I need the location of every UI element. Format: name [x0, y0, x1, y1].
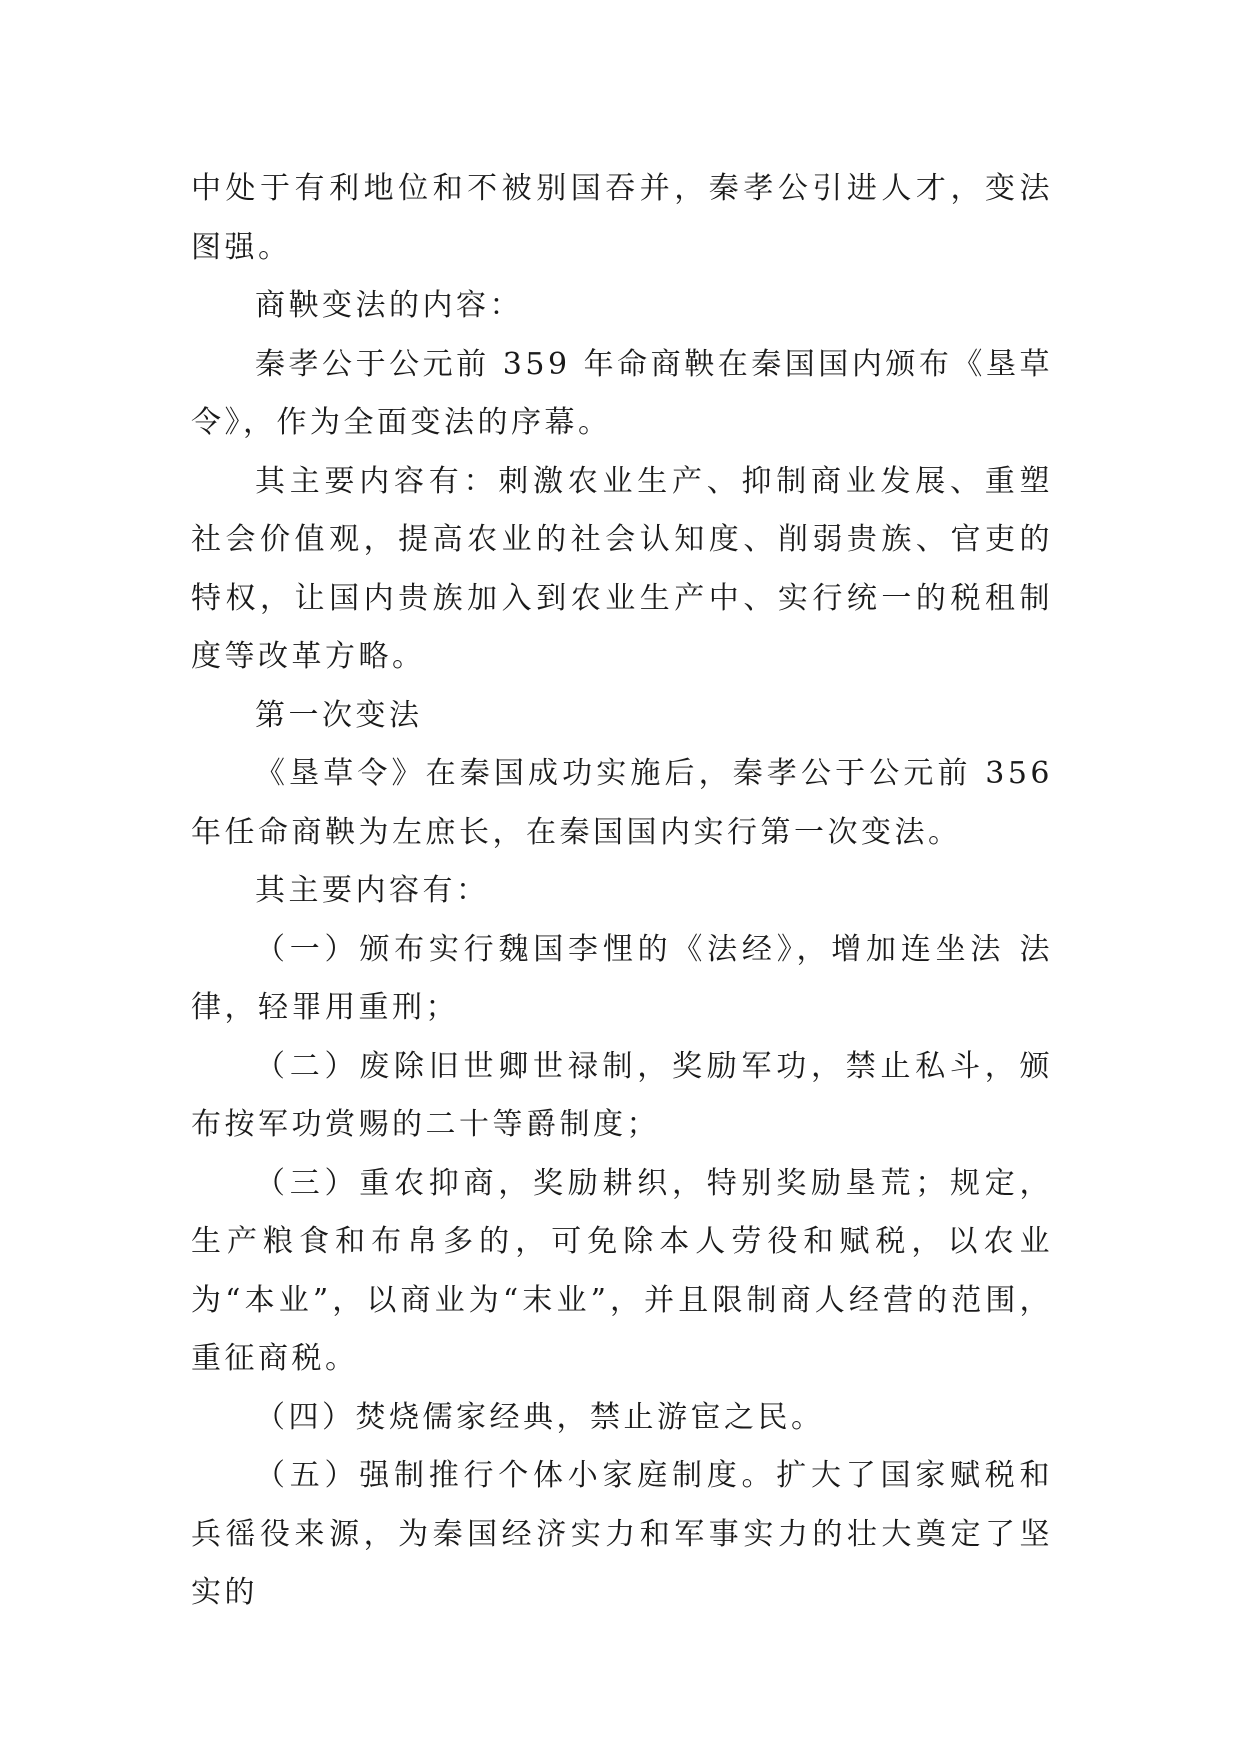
paragraph-item-4: （四）焚烧儒家经典，禁止游宦之民。	[255, 1399, 825, 1435]
paragraph-item-3: （三）重农抑商，奖励耕织，特别奖励垦荒；规定，生产粮食和布帛多的，可免除本人劳役和赋税，以农业为“本业”，以商业为“末业”，并且限制商人经营的范围，重征商税。	[191, 1165, 1053, 1376]
paragraph-reform-content-heading: 商鞅变法的内容：	[255, 288, 523, 323]
paragraph-kencao-ling: 秦孝公于公元前 359 年命商鞅在秦国国内颁布《垦草令》，作为全面变法的序幕。	[191, 346, 1053, 440]
paragraph-item-1: （一）颁布实行魏国李悝的《法经》，增加连坐法 法律，轻罪用重刑；	[191, 931, 1053, 1025]
document-page	[191, 160, 1053, 1623]
paragraph-item-5: （五）强制推行个体小家庭制度。扩大了国家赋税和兵徭役来源，为秦国经济实力和军事实力的壮大奠定了坚实的	[191, 1458, 1053, 1610]
paragraph-main-content-label: 其主要内容有：	[255, 873, 490, 908]
paragraph-item-2: （二）废除旧世卿世禄制，奖励军功，禁止私斗，颁布按军功赏赐的二十等爵制度；	[191, 1048, 1053, 1142]
paragraph-main-content-kencao: 其主要内容有：刺激农业生产、抑制商业发展、重塑社会价值观，提高农业的社会认知度、削弱贵族、官吏的特权，让国内贵族加入到农业生产中、实行统一的税租制度等改革方略。	[191, 463, 1053, 674]
paragraph-first-reform-intro: 《垦草令》在秦国成功实施后，秦孝公于公元前 356 年任命商鞅为左庶长，在秦国国内实行第一次变法。	[191, 756, 1053, 850]
paragraph-first-reform-heading: 第一次变法	[255, 697, 423, 733]
paragraph-intro-continuation: 中处于有利地位和不被别国吞并，秦孝公引进人才，变法图强。	[191, 171, 1053, 265]
